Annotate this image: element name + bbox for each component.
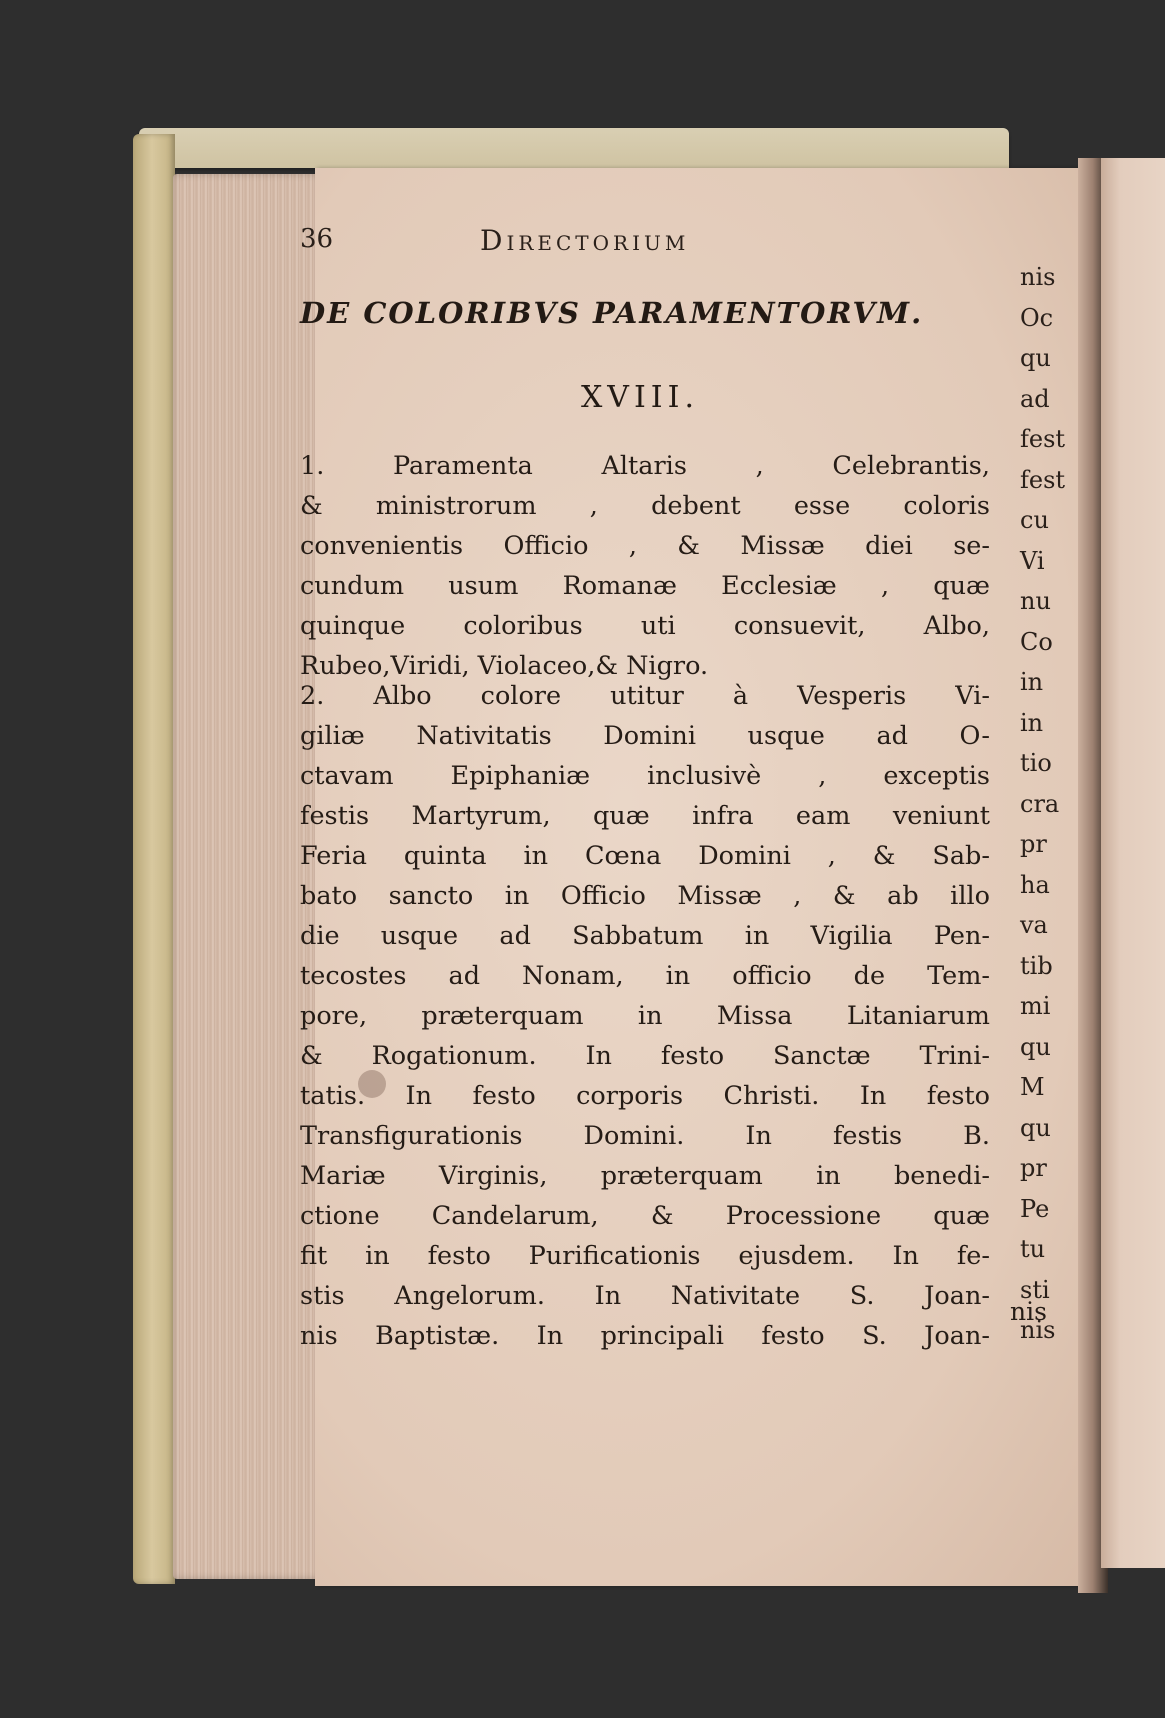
section-title: DE COLORIBVS PARAMENTORVM. (300, 296, 924, 330)
facing-line: sti (1020, 1275, 1050, 1304)
facing-line: ad (1020, 384, 1050, 413)
facing-line: nu (1020, 587, 1051, 615)
facing-line: Co (1020, 627, 1053, 656)
section-number: XVIII. (580, 380, 700, 415)
facing-line: cu (1020, 506, 1049, 534)
text-line: Feria quinta in Cœna Domini , & Sab- (300, 841, 990, 871)
text-line: convenientis Officio , & Missæ diei se- (300, 531, 990, 561)
facing-line: mi (1020, 992, 1051, 1020)
text-line: 1. Paramenta Altaris , Celebrantis, (300, 451, 990, 481)
paragraph-2 (300, 676, 990, 1356)
text-line: Rubeo,Viridi, Violaceo,& Nigro. (300, 651, 709, 681)
facing-line: Pe (1020, 1194, 1050, 1223)
facing-line: nis (1020, 263, 1056, 291)
text-line: festis Martyrum, quæ infra eam veniunt (300, 801, 990, 831)
facing-line: in (1020, 668, 1044, 696)
facing-line: nis (1020, 1316, 1056, 1344)
text-line: fit in festo Purificationis ejusdem. In fe- (300, 1241, 990, 1271)
facing-line: tio (1020, 749, 1052, 777)
facing-line: qu (1020, 344, 1051, 372)
facing-line: ha (1020, 870, 1050, 899)
text-line: Mariæ Virginis, præterquam in benedi- (300, 1161, 990, 1191)
text-line: quinque coloribus uti consuevit, Albo, (300, 611, 990, 641)
running-head: Directorium (480, 224, 690, 257)
text-line: & ministrorum , debent esse coloris (300, 491, 990, 521)
text-line: tecostes ad Nonam, in officio de Tem- (300, 961, 990, 991)
facing-line: fest (1020, 425, 1066, 453)
facing-line: fest (1020, 465, 1066, 494)
vellum-binding (133, 134, 175, 1584)
page-header (300, 224, 990, 264)
right-page-edge (1101, 158, 1165, 1568)
facing-line: qu (1020, 1113, 1051, 1142)
text-line: pore, præterquam in Missa Litaniarum (300, 1001, 990, 1031)
facing-line: pr (1020, 1154, 1047, 1182)
text-line: ctavam Epiphaniæ inclusivè , exceptis (300, 761, 990, 791)
facing-line: va (1020, 911, 1048, 939)
text-line: tatis. In festo corporis Christi. In festo (300, 1081, 990, 1111)
facing-page-text (1020, 257, 1068, 1351)
text-line: Transfigurationis Domini. In festis B. (300, 1121, 990, 1151)
facing-line: qu (1020, 1032, 1051, 1061)
facing-line: Oc (1020, 303, 1054, 332)
text-line: stis Angelorum. In Nativitate S. Joan- (300, 1281, 990, 1311)
facing-line: cra (1020, 789, 1060, 818)
page-number: 36 (300, 224, 334, 254)
text-line: ctione Candelarum, & Processione quæ (300, 1201, 990, 1231)
facing-line: M (1020, 1073, 1045, 1101)
text-line: giliæ Nativitatis Domini usque ad O- (300, 721, 990, 751)
text-line: bato sancto in Officio Missæ , & ab illo (300, 881, 990, 911)
facing-line: pr (1020, 830, 1047, 858)
text-line: 2. Albo colore utitur à Vesperis Vi- (300, 681, 990, 711)
facing-line: tib (1020, 951, 1053, 980)
paragraph-1 (300, 446, 990, 686)
text-line: cundum usum Romanæ Ecclesiæ , quæ (300, 571, 990, 601)
binding-top (139, 128, 1009, 168)
facing-line: tu (1020, 1235, 1046, 1263)
facing-line: in (1020, 708, 1044, 737)
text-line: die usque ad Sabbatum in Vigilia Pen- (300, 921, 990, 951)
text-line: & Rogationum. In festo Sanctæ Trini- (300, 1041, 990, 1071)
text-line: nis Baptistæ. In principali festo S. Joan- (300, 1321, 990, 1351)
facing-line: Vi (1020, 546, 1045, 575)
catchword: nis (1010, 1297, 1047, 1326)
